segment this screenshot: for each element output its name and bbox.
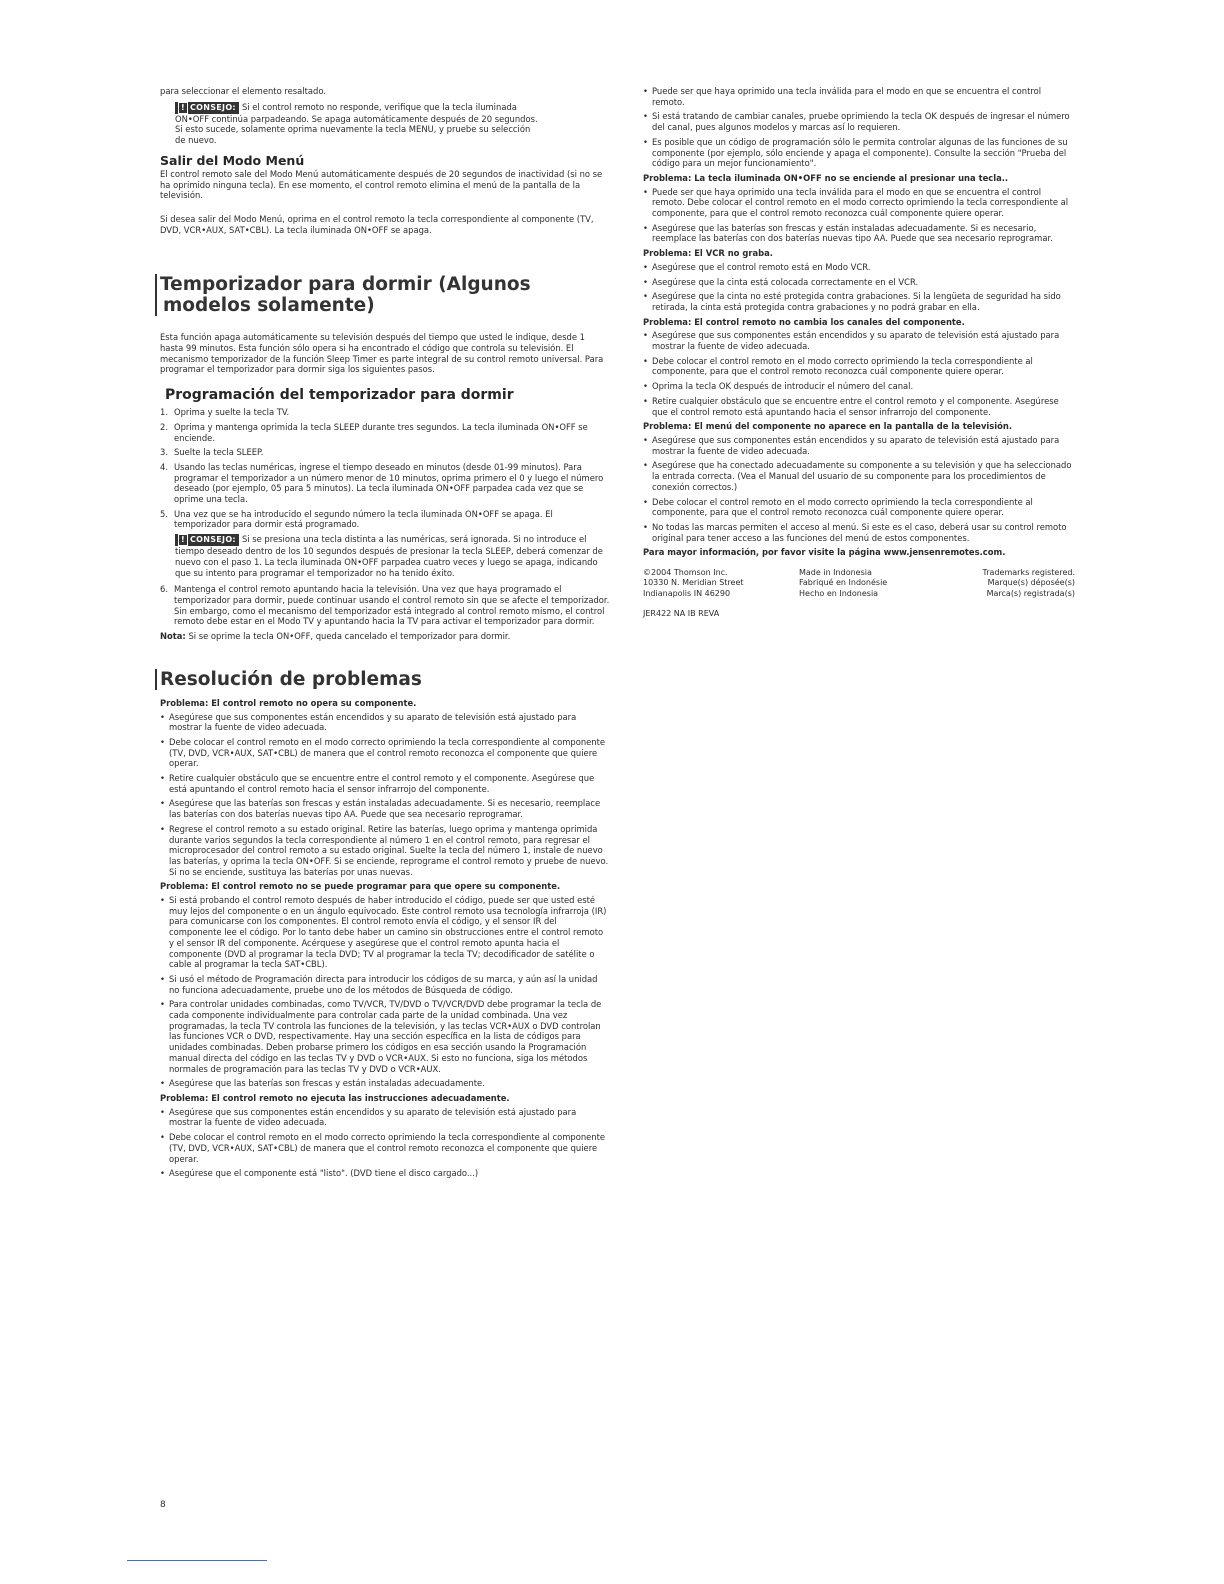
problem-heading: Problema: El control remoto no ejecuta las instrucciones adecuadamente. bbox=[160, 1093, 510, 1103]
tip-box-1 bbox=[160, 102, 610, 146]
list-item: • Asegúrese que las baterías son frescas y están instaladas adecuadamente. Si es necesario, reemplace las baterías con dos baterías nuevas tipo AA. Puede que sea necesario reprogramar. bbox=[643, 223, 1075, 244]
list-item: • Puede ser que haya oprimido una tecla inválida para el modo en que se encuentra el control remoto. Debe colocar el control remoto en el modo correcto oprimiendo la tecla correspondiente al componente, para que el control remoto reconozca cuál componente quiere operar. bbox=[643, 187, 1075, 219]
list-item: • Si está probando el control remoto después de haber introducido el código, puede ser que usted esté muy lejos del componente o en un ángulo equivocado. Este control remoto usa tecnología infrarroja (IR) para comunicarse con los componentes. El control remoto envía el código, y el sensor IR del componente lee el código. Por lo tanto debe haber un camino sin obstrucciones entre el control remoto y el sensor IR del componente. Acérquese y asegúrese que el control remoto apunta hacia el componente (DVD al programar la tecla DVD; TV al programar la tecla TV; decodificador de satélite o cable al programar la tecla SAT•CBL). bbox=[160, 895, 610, 970]
list-item: • Retire cualquier obstáculo que se encuentre entre el control remoto y el componente. Asegúrese que el control remoto está apuntando hacia el sensor infrarrojo del componente. bbox=[643, 396, 1075, 417]
problem-list bbox=[643, 330, 1075, 417]
section-heading-exit-menu: Salir del Modo Menú bbox=[160, 152, 305, 168]
list-item: • Asegúrese que sus componentes están encendidos y su aparato de televisión está ajustado para mostrar la fuente de video adecuada. bbox=[643, 330, 1075, 351]
list-item: 5. Una vez que se ha introducido el segundo número la tecla iluminada ON•OFF se apaga. El temporizador para dormir está programado. bbox=[160, 508, 553, 530]
list-item: • Asegúrese que el control remoto está en Modo VCR. bbox=[643, 262, 1075, 273]
list-item: 2. Oprima y mantenga oprimida la tecla SLEEP durante tres segundos. La tecla iluminada ON•OFF se enciende. bbox=[160, 421, 588, 443]
paragraph: Si desea salir del Modo Menú, oprima en el control remoto la tecla correspondiente al componente (TV, DVD, VCR•AUX, SAT•CBL). La tecla iluminada ON•OFF se apaga. bbox=[160, 213, 594, 235]
list-item: • Asegúrese que el componente está "listo". (DVD tiene el disco cargado...) bbox=[160, 1168, 610, 1179]
problem-heading: Problema: La tecla iluminada ON•OFF no se enciende al presionar una tecla.. bbox=[643, 172, 1009, 183]
list-item: • Si está tratando de cambiar canales, pruebe oprimiendo la tecla OK después de ingresar el número del canal, pues algunos modelos y marcas así lo requieren. bbox=[643, 111, 1075, 132]
left-column bbox=[160, 86, 610, 1183]
list-item: • Asegúrese que las baterías son frescas y están instaladas adecuadamente. Si es necesario, reemplace las baterías con dos baterías nuevas tipo AA. Puede que sea necesario reprogramar. bbox=[160, 798, 610, 819]
problem-heading: Problema: El VCR no graba. bbox=[643, 248, 773, 259]
more-info-link-text: Para mayor información, por favor visite la página www.jensenremotes.com. bbox=[643, 547, 1006, 558]
list-item: • Retire cualquier obstáculo que se encuentre entre el control remoto y el componente. Asegúrese que está apuntando el control remoto hacia el sensor infrarrojo del componente. bbox=[160, 773, 610, 794]
problem-list bbox=[643, 86, 1075, 169]
note: Nota: Si se oprime la tecla ON•OFF, queda cancelado el temporizador para dormir. bbox=[160, 631, 511, 642]
footer-origin: Made in Indonesia Fabriqué en Indonésie Hecho en Indonesia bbox=[799, 568, 888, 598]
list-item: • Asegúrese que las baterías son frescas y están instaladas adecuadamente. bbox=[160, 1078, 610, 1089]
doc-code: JER422 NA IB REVA bbox=[643, 609, 720, 619]
list-item: • Asegúrese que ha conectado adecuadamente su componente a su televisión y que ha seleccionado la entrada correcta. (Vea el Manual del usuario de su componente para los procedimientos de conexión correctos.) bbox=[643, 460, 1075, 492]
section-title-sleep-timer: Temporizador para dormir (Algunos modelos solamente) bbox=[155, 274, 610, 316]
list-item: • Asegúrese que sus componentes están encendidos y su aparato de televisión está ajustado para mostrar la fuente de video adecuada. bbox=[160, 712, 610, 733]
list-item: • Asegúrese que sus componentes están encendidos y su aparato de televisión está ajustado para mostrar la fuente de video adecuada. bbox=[160, 1107, 610, 1128]
tip-text: Si se presiona una tecla distinta a las numéricas, será ignorada. Si no introduce el tiempo deseado dentro de los 10 segundos después de presionar la tecla SLEEP, deberá comenzar de nuevo con el paso 1. La tecla iluminada ON•OFF parpadea cuatro veces y luego se apaga, indicando que su intento para programar el temporizador no ha tenido éxito. bbox=[175, 534, 603, 578]
problem-heading: Problema: El control remoto no cambia los canales del componente. bbox=[643, 316, 965, 327]
sleep-steps-list-cont bbox=[160, 584, 610, 627]
list-item: • Asegúrese que sus componentes están encendidos y su aparato de televisión está ajustado para mostrar la fuente de video adecuada. bbox=[643, 435, 1075, 456]
tip-badge: ! CONSEJO: bbox=[175, 534, 239, 546]
list-item: • Oprima la tecla OK después de introducir el número del canal. bbox=[643, 381, 1075, 392]
problem-list bbox=[160, 895, 610, 1089]
footer-trademarks: Trademarks registered. Marque(s) déposée(s) Marca(s) registrada(s) bbox=[982, 568, 1075, 598]
exclamation-icon: ! bbox=[178, 102, 188, 114]
list-item: • Debe colocar el control remoto en el modo correcto oprimiendo la tecla correspondiente al componente (TV, DVD, VCR•AUX, SAT•CBL) de manera que el control remoto reconozca el componente que quiere operar. bbox=[160, 737, 610, 769]
problem-list bbox=[643, 187, 1075, 245]
sleep-steps-list bbox=[160, 407, 610, 530]
problem-heading: Problema: El menú del componente no aparece en la pantalla de la televisión. bbox=[643, 421, 1013, 432]
problem-heading: Problema: El control remoto no opera su componente. bbox=[160, 697, 417, 708]
tip-line: ON•OFF continúa parpadeando. Se apaga automáticamente después de 20 segundos. bbox=[175, 113, 538, 124]
list-item: • Es posible que un código de programación sólo le permita controlar algunas de las funciones de su componente (por ejemplo, sólo enciende y apaga el componente). Consulte la sección "Prueba del código para un mejor funcionamiento". bbox=[643, 137, 1075, 169]
exclamation-icon: ! bbox=[178, 534, 188, 546]
list-item: • Asegúrese que la cinta no esté protegida contra grabaciones. Si la lengüeta de seguridad ha sido retirada, la cinta está protegida contra grabaciones y no podrá grabar en ella. bbox=[643, 291, 1075, 312]
list-item: 3. Suelte la tecla SLEEP. bbox=[160, 447, 264, 458]
tip-line: de nuevo. bbox=[175, 135, 217, 146]
page-number: 8 bbox=[160, 1500, 166, 1510]
problem-list bbox=[643, 435, 1075, 543]
list-item: 4. Usando las teclas numéricas, ingrese el tiempo deseado en minutos (desde 01-99 minutos). Para programar el temporizador a un número menor de 10 minutos, oprima primero el 0 y luego el número deseado (por ejemplo, 05 para 5 minutos). La tecla iluminada ON•OFF parpadea cada vez que se oprime una tecla. bbox=[160, 461, 604, 505]
tip-box-2 bbox=[160, 534, 610, 578]
section-title-troubleshooting: Resolución de problemas bbox=[155, 669, 610, 690]
list-item: • Debe colocar el control remoto en el modo correcto oprimiendo la tecla correspondiente al componente, para que el control remoto reconozca cuál componente quiere operar. bbox=[643, 356, 1075, 377]
list-item: • Debe colocar el control remoto en el modo correcto oprimiendo la tecla correspondiente al componente (TV, DVD, VCR•AUX, SAT•CBL) de manera que el control remoto reconozca el componente que quiere operar. bbox=[160, 1132, 610, 1164]
footer-address: ©2004 Thomson Inc. 10330 N. Meridian Street Indianapolis IN 46290 bbox=[643, 568, 744, 598]
tip-line: Si el control remoto no responde, verifique que la tecla iluminada bbox=[241, 101, 517, 112]
list-item: 6. Mantenga el control remoto apuntando hacia la televisión. Una vez que haya programado el temporizador para dormir, puede continuar usando el control remoto sin que se afecte el temporizador. Sin embargo, como el mecanismo del temporizador está integrado al control remoto mismo, el control remoto debe estar en el Modo TV y apuntando hacia la TV para activar el temporizador para dormir. bbox=[160, 584, 610, 627]
list-item: • Regrese el control remoto a su estado original. Retire las baterías, luego oprima y mantenga oprimida durante varios segundos la tecla correspondiente al número 1 en el control remoto, para regresar el microprocesador del control remoto a su estado original. Suelte la tecla del número 1, instale de nuevo las baterías, y oprima la tecla ON•OFF. Si se enciende, reprograme el control remoto y pruebe de nuevo. Si no se enciende, sustituya las baterías por unas nuevas. bbox=[160, 824, 610, 878]
list-item: • Debe colocar el control remoto en el modo correcto oprimiendo la tecla correspondiente al componente, para que el control remoto reconozca cuál componente quiere operar. bbox=[643, 497, 1075, 518]
tip-badge: ! CONSEJO: bbox=[175, 102, 239, 114]
paragraph: El control remoto sale del Modo Menú automáticamente después de 20 segundos de inactividad (si no se ha oprimido ninguna tecla). En ese momento, el control remoto elimina el menú de la pantalla de la televisión. bbox=[160, 168, 603, 201]
tip-line: Si esto sucede, solamente oprima nuevamente la tecla MENU, y pruebe su selección bbox=[175, 124, 531, 135]
footer-rule bbox=[127, 1560, 267, 1561]
problem-list bbox=[160, 1107, 610, 1179]
list-item: • Para controlar unidades combinadas, como TV/VCR, TV/DVD o TV/VCR/DVD debe programar la tecla de cada componente individualmente para controlar cada parte de la unidad combinada. Una vez programadas, la tecla TV controla las funciones de la televisión, y las teclas VCR•AUX o DVD controlan las funciones VCR o DVD, respectivamente. Hay una sección específica en la lista de códigos para unidades combinadas. Deben probarse primero los códigos en esa sección usando la Programación manual directa del código en las teclas TV y DVD o VCR•AUX. Si esto no funciona, siga los métodos normales de programación para las teclas TV y DVD o VCR•AUX. bbox=[160, 999, 610, 1074]
right-column bbox=[643, 86, 1075, 620]
intro-text: para seleccionar el elemento resaltado. bbox=[160, 86, 326, 96]
list-item: • Puede ser que haya oprimido una tecla inválida para el modo en que se encuentra el control remoto. bbox=[643, 86, 1075, 107]
problem-list bbox=[160, 712, 610, 878]
list-item: 1. Oprima y suelte la tecla TV. bbox=[160, 407, 290, 418]
subsection-title-sleep-programming: Programación del temporizador para dormir bbox=[165, 387, 514, 404]
problem-heading: Problema: El control remoto no se puede programar para que opere su componente. bbox=[160, 881, 561, 892]
footer-imprint bbox=[643, 568, 1075, 599]
list-item: • Asegúrese que la cinta está colocada correctamente en el VCR. bbox=[643, 277, 1075, 288]
list-item: • Si usó el método de Programación directa para introducir los códigos de su marca, y aún así la unidad no funciona adecuadamente, pruebe uno de los métodos de Búsqueda de código. bbox=[160, 974, 610, 995]
paragraph: Esta función apaga automáticamente su televisión después del tiempo que usted le indique, desde 1 hasta 99 minutos. Esta función sólo opera si ha encontrado el código que controla su televisión. El mecanismo temporizador de la función Sleep Timer es parte integral de su control remoto universal. Para programar el temporizador para dormir siga los siguientes pasos. bbox=[160, 332, 604, 375]
list-item: • No todas las marcas permiten el acceso al menú. Si este es el caso, deberá usar su control remoto original para tener acceso a las funciones del menú de estos componentes. bbox=[643, 522, 1075, 543]
problem-list bbox=[643, 262, 1075, 313]
